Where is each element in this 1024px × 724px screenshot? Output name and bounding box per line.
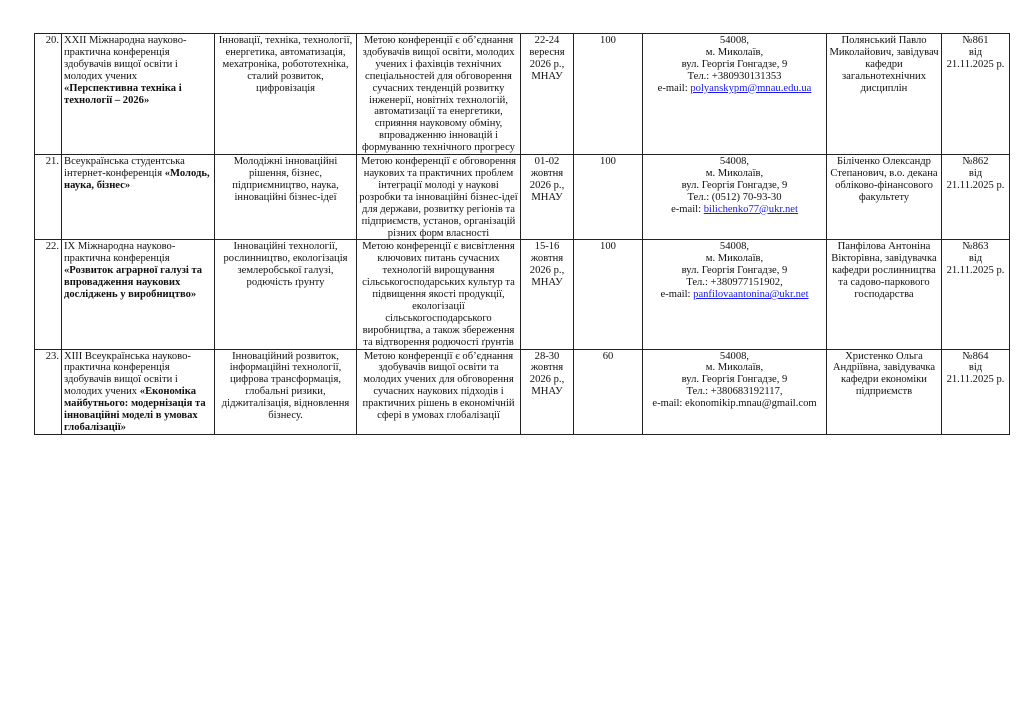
contact-street: вул. Георгія Гонгадзе, 9 (681, 179, 788, 191)
contact-email-link[interactable]: ekonomikip.mnau@gmail.com (685, 398, 817, 410)
row-number: 22. (35, 240, 62, 349)
conference-goal: Метою конференції є об’єднання здобувачів вищої освіти та молодих учених для обговорення сучасних наукових підходів і практичних рішень в економічній сфері в умовах глобалізації (357, 349, 521, 434)
conference-name-bold: «Розвиток аграрної галузі та впровадження наукових досліджень у виробництво» (64, 265, 203, 301)
conference-topics: Інноваційний розвиток, інформаційні технології, цифрова трансформація, глобальні ризики, діджиталізація, відновлення бізнесу. (215, 349, 357, 434)
registration-date: 21.11.2025 р. (946, 58, 1005, 70)
conference-table (34, 33, 1010, 435)
conference-name (62, 349, 215, 434)
contact-city: м. Миколаїв, (705, 362, 764, 374)
participant-count: 60 (574, 349, 643, 434)
participant-count: 100 (574, 34, 643, 155)
conference-name (62, 240, 215, 349)
contact-street: вул. Георгія Гонгадзе, 9 (681, 265, 788, 277)
contact-email-label: e-mail: (652, 398, 683, 410)
conference-name-bold: «Перспективна техніка і технології – 2026» (64, 82, 182, 106)
row-number: 21. (35, 155, 62, 240)
contact-index: 54008, (719, 156, 750, 168)
contact-email-link[interactable]: panfilovaantonina@ukr.net (693, 289, 809, 301)
participant-count: 100 (574, 240, 643, 349)
contact-email-link[interactable]: bilichenko77@ukr.net (703, 203, 798, 215)
conference-topics: Молодіжні інноваційні рішення, бізнес, підприємництво, наука, інноваційні бізнес-ідеї (215, 155, 357, 240)
registration-date: 21.11.2025 р. (946, 179, 1005, 191)
table-row (35, 155, 1010, 240)
contact-email-line (645, 204, 824, 216)
registration-from: від (968, 46, 983, 58)
registration-from: від (968, 362, 983, 374)
contact-street: вул. Георгія Гонгадзе, 9 (681, 58, 788, 70)
contact-email-label: e-mail: (660, 289, 691, 301)
responsible-person: Панфілова Антоніна Вікторівна, завідувачка кафедри рослинництва та садово-паркового господарства (827, 240, 942, 349)
registration-info (942, 155, 1010, 240)
conference-name-plain: Всеукраїнська студентська інтернет-конференція (64, 156, 185, 179)
contact-city: м. Миколаїв, (705, 167, 764, 179)
registration-number: №864 (962, 350, 989, 362)
contact-email-label: e-mail: (671, 203, 702, 215)
conference-goal: Метою конференції є об’єднання здобувачів вищої освіти, молодих учених і фахівців технічних спеціальностей для обговорення сучасних тенденцій розвитку інженерії, новітніх технологій, автоматизації та енергетики, сприяння науковому обміну, впровадженню інновацій і формуванню технічного прогресу (357, 34, 521, 155)
contact-email-line (645, 398, 824, 410)
conference-name-bold: «Молодь, наука, бізнес» (64, 167, 210, 191)
registration-info (942, 34, 1010, 155)
contact-phone: Тел.: +380683192117, (686, 386, 783, 398)
contact-phone: Тел.: +380930131353 (687, 70, 782, 82)
registration-date: 21.11.2025 р. (946, 374, 1005, 386)
contact-city: м. Миколаїв, (705, 253, 764, 265)
registration-number: №862 (962, 156, 989, 168)
contact-index: 54008, (719, 35, 750, 46)
conference-name-bold: «Економіка майбутнього: модернізація та інноваційні моделі в умовах глобалізації» (64, 386, 206, 433)
registration-from: від (968, 253, 983, 265)
contact-info (643, 349, 827, 434)
contact-city: м. Миколаїв, (705, 46, 764, 58)
registration-number: №863 (962, 241, 989, 253)
responsible-person: Біліченко Олександр Степанович, в.о. декана обліково-фінансового факультету (827, 155, 942, 240)
conference-name (62, 155, 215, 240)
table-row (35, 349, 1010, 434)
participant-count: 100 (574, 155, 643, 240)
responsible-person: Полянський Павло Миколайович, завідувач кафедри загальнотехнічних дисциплін (827, 34, 942, 155)
table-row (35, 34, 1010, 155)
contact-phone: Тел.: (0512) 70-93-30 (687, 191, 782, 203)
conference-goal: Метою конференції є висвітлення ключових питань сучасних технологій вирощування сільськогосподарських культур та підвищення якості продукції, екологізації сільськогосподарського виробництва, а також збереження та відтворення родючості ґрунтів (357, 240, 521, 349)
conference-date: 01-02 жовтня 2026 р., МНАУ (521, 155, 574, 240)
contact-street: вул. Георгія Гонгадзе, 9 (681, 374, 788, 386)
conference-topics: Інновації, техніка, технології, енергетика, автоматизація, мехатроніка, робототехніка, сталий розвиток, цифровізація (215, 34, 357, 155)
row-number: 23. (35, 349, 62, 434)
contact-info (643, 155, 827, 240)
conference-name (62, 34, 215, 155)
contact-index: 54008, (719, 350, 750, 362)
conference-name-plain: XIII Всеукраїнська науково-практична конференція здобувачів вищої освіти і молодих учених (64, 350, 191, 398)
contact-info (643, 240, 827, 349)
registration-number: №861 (962, 35, 989, 46)
contact-email-line (645, 289, 824, 301)
table-row (35, 240, 1010, 349)
conference-date: 22-24 вересня 2026 р., МНАУ (521, 34, 574, 155)
contact-email-link[interactable]: polyanskypm@mnau.edu.ua (690, 82, 812, 94)
conference-date: 28-30 жовтня 2026 р., МНАУ (521, 349, 574, 434)
conference-date: 15-16 жовтня 2026 р., МНАУ (521, 240, 574, 349)
contact-index: 54008, (719, 241, 750, 253)
row-number: 20. (35, 34, 62, 155)
conference-name-plain: XXII Міжнародна науково-практична конференція здобувачів вищої освіти і молодих учених (64, 35, 187, 82)
registration-info (942, 349, 1010, 434)
registration-from: від (968, 167, 983, 179)
conference-goal: Метою конференції є обговорення наукових та практичних проблем інтеграції молоді у наукові розробки та інноваційні бізнес-ідеї для держави, розвитку регіонів та підприємств, установ, організацій різних форм власності (357, 155, 521, 240)
contact-email-label: e-mail: (657, 82, 688, 94)
registration-info (942, 240, 1010, 349)
contact-email-line (645, 83, 824, 95)
contact-phone: Тел.: +380977151902, (686, 277, 783, 289)
registration-date: 21.11.2025 р. (946, 265, 1005, 277)
responsible-person: Христенко Ольга Андріївна, завідувачка кафедри економіки підприємств (827, 349, 942, 434)
conference-name-plain: IX Міжнародна науково-практична конференція (64, 241, 176, 265)
conference-topics: Інноваційні технології, рослинництво, екологізація землеробської галузі, родючість ґрунту (215, 240, 357, 349)
contact-info (643, 34, 827, 155)
